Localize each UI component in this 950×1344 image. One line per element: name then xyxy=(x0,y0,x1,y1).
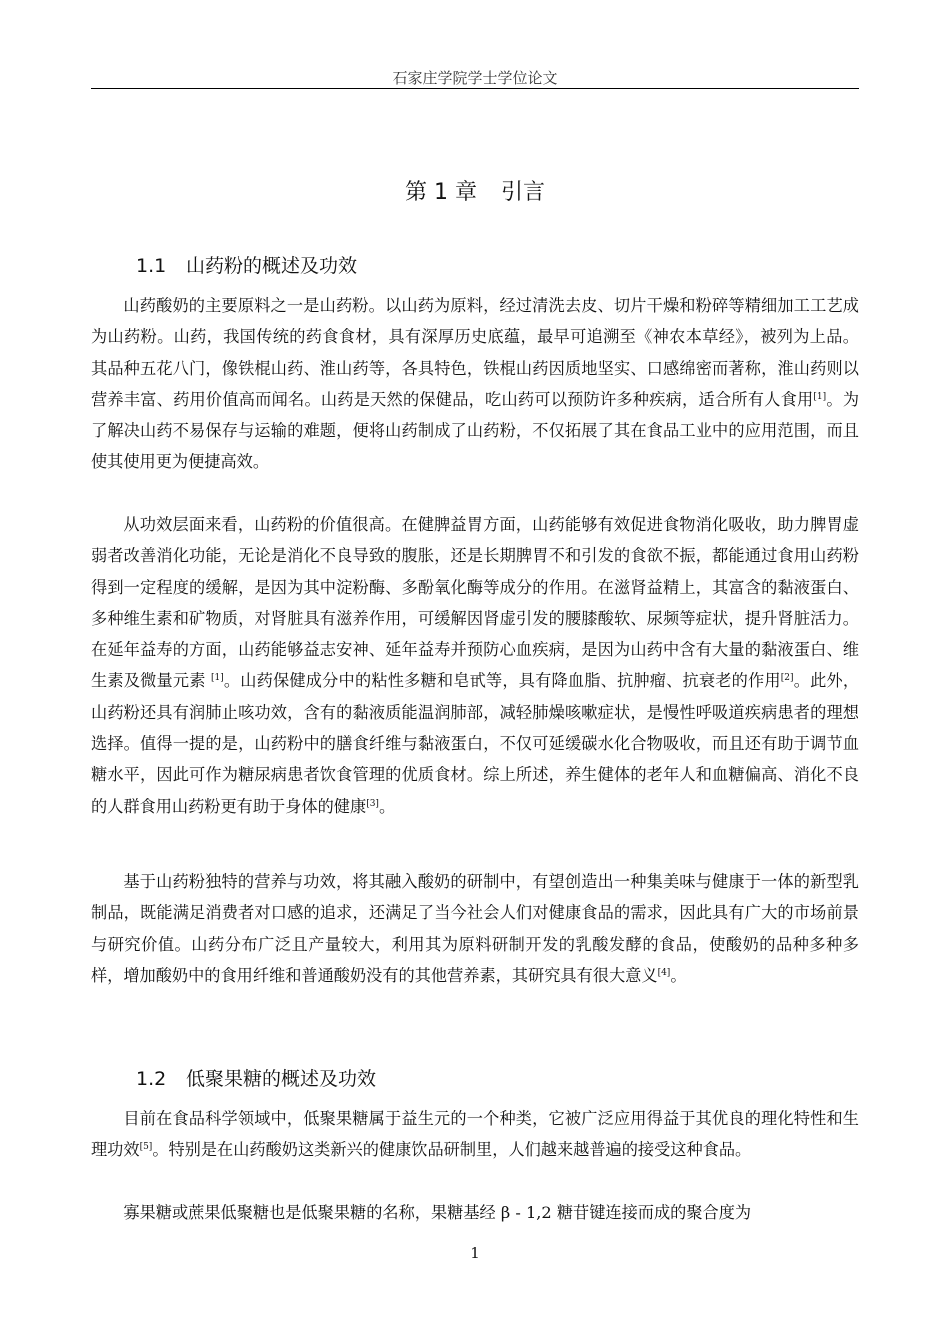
section-number: 1.1 xyxy=(136,255,167,277)
section-heading-1-1 xyxy=(136,253,357,279)
chapter-title: 引言 xyxy=(500,180,545,205)
paragraph: 从功效层面来看，山药粉的价值很高。在健脾益胃方面，山药能够有效促进食物消化吸收，助力脾胃虚弱者改善消化功能，无论是消化不良导致的腹胀，还是长期脾胃不和引发的食欲不振，都能通过食用山药粉得到一定程度的缓解，是因为其中淀粉酶、多酚氧化酶等成分的作用。在滋肾益精上，其富含的黏液蛋白、多种维生素和矿物质，对肾脏具有滋养作用，可缓解因肾虚引发的腰膝酸软、尿频等症状，提升肾脏活力。在延年益寿的方面，山药能够益志安神、延年益寿并预防心血疾病，是因为山药中含有大量的黏液蛋白、维生素及微量元素 [1]。山药保健成分中的粘性多糖和皂甙等，具有降血脂、抗肿瘤、抗衰老的作用[2]。此外，山药粉还具有润肺止咳功效，含有的黏液质能温润肺部，减轻肺燥咳嗽症状，是慢性呼吸道疾病患者的理想选择。值得一提的是，山药粉中的膳食纤维与黏液蛋白，不仅可延缓碳水化合物吸收，而且还有助于调节血糖水平，因此可作为糖尿病患者饮食管理的优质食材。综上所述，养生健体的老年人和血糖偏高、消化不良的人群食用山药粉更有助于身体的健康[3]。 xyxy=(91,515,860,816)
paragraph: 基于山药粉独特的营养与功效，将其融入酸奶的研制中，有望创造出一种集美味与健康于一体的新型乳制品，既能满足消费者对口感的追求，还满足了当今社会人们对健康食品的需求，因此具有广大的市场前景与研究价值。山药分布广泛且产量较大，利用其为原料研制开发的乳酸发酵的食品，使酸奶的品种多种多样，增加酸奶中的食用纤维和普通酸奶没有的其他营养素，其研究具有很大意义[4]。 xyxy=(91,872,859,985)
section-number: 1.2 xyxy=(136,1068,167,1090)
paragraph: 目前在食品科学领域中，低聚果糖属于益生元的一个种类，它被广泛应用得益于其优良的理化特性和生理功效[5]。特别是在山药酸奶这类新兴的健康饮品研制里，人们越来越普遍的接受这种食品。 xyxy=(91,1109,859,1160)
paragraph: 山药酸奶的主要原料之一是山药粉。以山药为原料，经过清洗去皮、切片干燥和粉碎等精细加工工艺成为山药粉。山药，我国传统的药食食材，具有深厚历史底蕴，最早可追溯至《神农本草经》，被列为上品。其品种五花八门，像铁棍山药、淮山药等，各具特色，铁棍山药因质地坚实、口感绵密而著称，淮山药则以营养丰富、药用价值高而闻名。山药是天然的保健品，吃山药可以预防许多种疾病，适合所有人食用[1]。为了解决山药不易保存与运输的难题，便将山药制成了山药粉，不仅拓展了其在食品工业中的应用范围，而且使其使用更为便捷高效。 xyxy=(91,296,860,472)
header-rule xyxy=(91,88,859,89)
section-title: 山药粉的概述及功效 xyxy=(186,255,358,277)
chapter-heading xyxy=(91,178,859,208)
section-title: 低聚果糖的概述及功效 xyxy=(186,1068,377,1090)
section-heading-1-2 xyxy=(136,1066,376,1092)
running-header: 石家庄学院学士学位论文 xyxy=(392,69,558,87)
citation: [1] xyxy=(210,673,224,684)
chapter-number: 第 1 章 xyxy=(405,180,477,205)
paragraph: 寡果糖或蔗果低聚糖也是低聚果糖的名称，果糖基经 β - 1,2 糖苷键连接而成的聚合度为 xyxy=(123,1203,752,1222)
citation: [1] xyxy=(813,391,827,402)
page-number: 1 xyxy=(470,1244,480,1262)
citation: [3] xyxy=(366,798,379,809)
citation: [2] xyxy=(780,673,794,684)
citation: [5] xyxy=(139,1142,153,1153)
citation: [4] xyxy=(657,967,671,978)
